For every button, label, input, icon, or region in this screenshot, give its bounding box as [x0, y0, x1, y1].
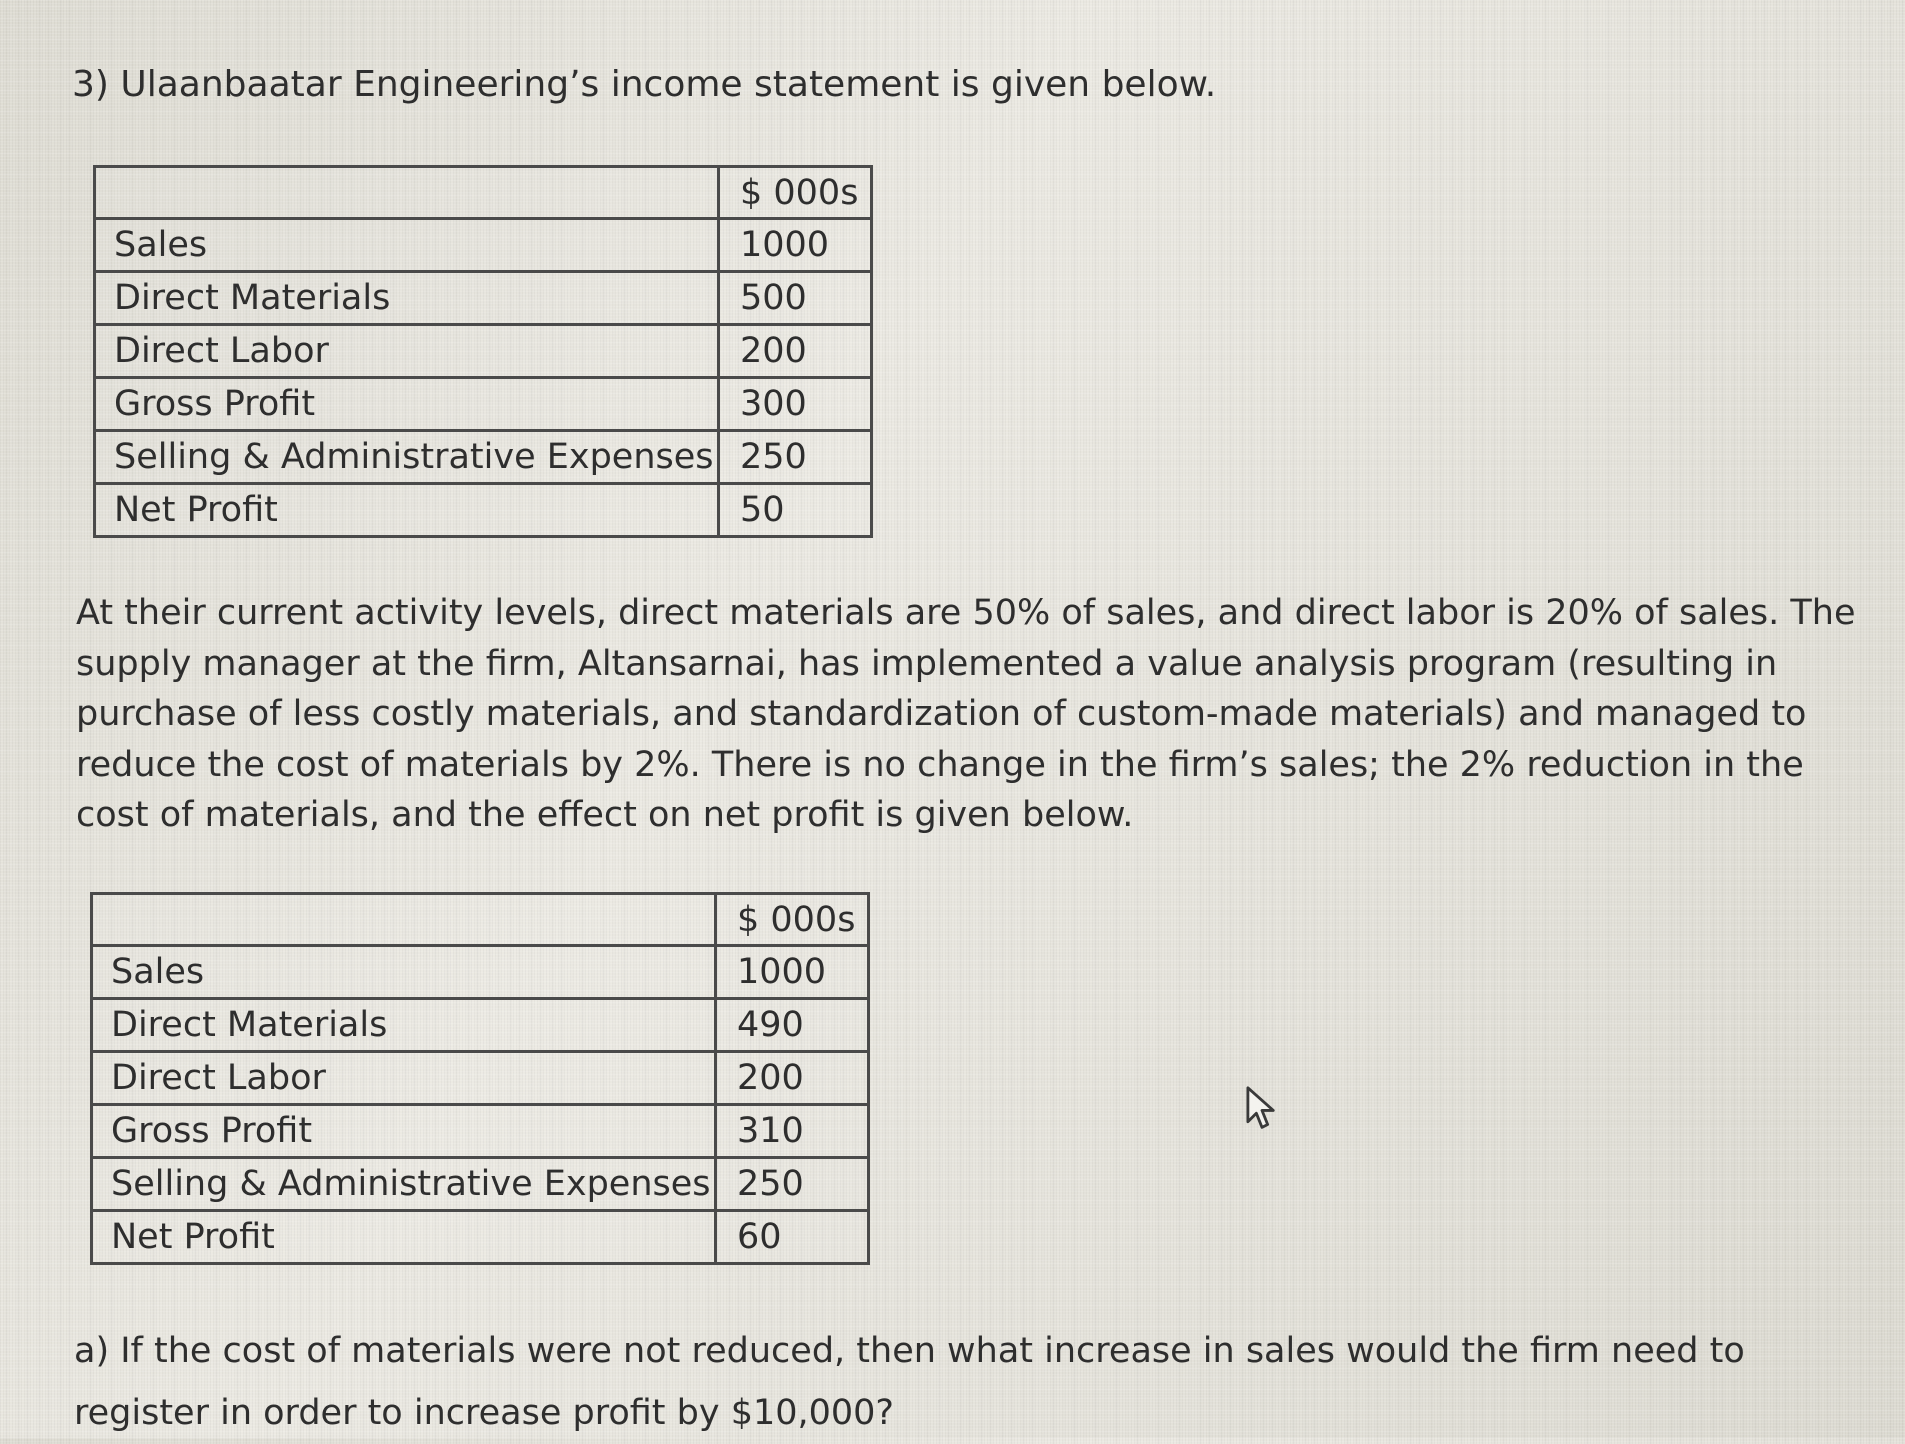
- row-value: 500: [719, 272, 872, 325]
- unit-header-cell: $ 000s: [716, 894, 869, 946]
- row-value: 310: [716, 1105, 869, 1158]
- row-value: 490: [716, 999, 869, 1052]
- row-label: Sales: [95, 219, 719, 272]
- table-row: [92, 1052, 869, 1105]
- table-row: [92, 946, 869, 999]
- row-value: 250: [719, 431, 872, 484]
- row-label: Net Profit: [92, 1211, 716, 1264]
- row-label: Gross Profit: [95, 378, 719, 431]
- income-statement-table-original: [93, 165, 873, 538]
- header-label-cell: [95, 167, 719, 219]
- row-label: Direct Materials: [95, 272, 719, 325]
- row-label: Sales: [92, 946, 716, 999]
- row-value: 250: [716, 1158, 869, 1211]
- row-label: Direct Labor: [92, 1052, 716, 1105]
- table-row: [95, 272, 872, 325]
- table-row: [95, 378, 872, 431]
- row-label: Selling & Administrative Expenses: [92, 1158, 716, 1211]
- row-label: Gross Profit: [92, 1105, 716, 1158]
- row-value: 60: [716, 1211, 869, 1264]
- table-row: [92, 999, 869, 1052]
- table-row: [95, 431, 872, 484]
- row-label: Direct Labor: [95, 325, 719, 378]
- row-value: 200: [719, 325, 872, 378]
- table-row: [95, 219, 872, 272]
- mouse-pointer-icon: [1245, 1085, 1279, 1133]
- table-row: [92, 1105, 869, 1158]
- row-value: 50: [719, 484, 872, 537]
- table-row: [95, 484, 872, 537]
- row-value: 1000: [719, 219, 872, 272]
- table-row: [92, 1158, 869, 1211]
- row-value: 1000: [716, 946, 869, 999]
- table-row: [92, 1211, 869, 1264]
- row-value: 200: [716, 1052, 869, 1105]
- header-label-cell: [92, 894, 716, 946]
- row-label: Net Profit: [95, 484, 719, 537]
- row-value: 300: [719, 378, 872, 431]
- table-header-row: [92, 894, 869, 946]
- question-a: a) If the cost of materials were not reduced, then what increase in sales would the firm need to register in order to increase profit by $10,000?: [74, 1331, 1745, 1433]
- table-header-row: [95, 167, 872, 219]
- table-row: [95, 325, 872, 378]
- row-label: Direct Materials: [92, 999, 716, 1052]
- question-heading: 3) Ulaanbaatar Engineering’s income statement is given below.: [72, 64, 1217, 105]
- scenario-paragraph: At their current activity levels, direct materials are 50% of sales, and direct labor is 20% of sales. The supply manager at the firm, Altansarnai, has implemented a value analysis program (resulting in purchase of less costly materials, and standardization of custom-made materials) and managed to reduce the cost of materials by 2%. There is no change in the firm’s sales; the 2% reduction in the cost of materials, and the effect on net profit is given below.: [76, 593, 1856, 835]
- unit-header-cell: $ 000s: [719, 167, 872, 219]
- row-label: Selling & Administrative Expenses: [95, 431, 719, 484]
- income-statement-table-revised: [90, 892, 870, 1265]
